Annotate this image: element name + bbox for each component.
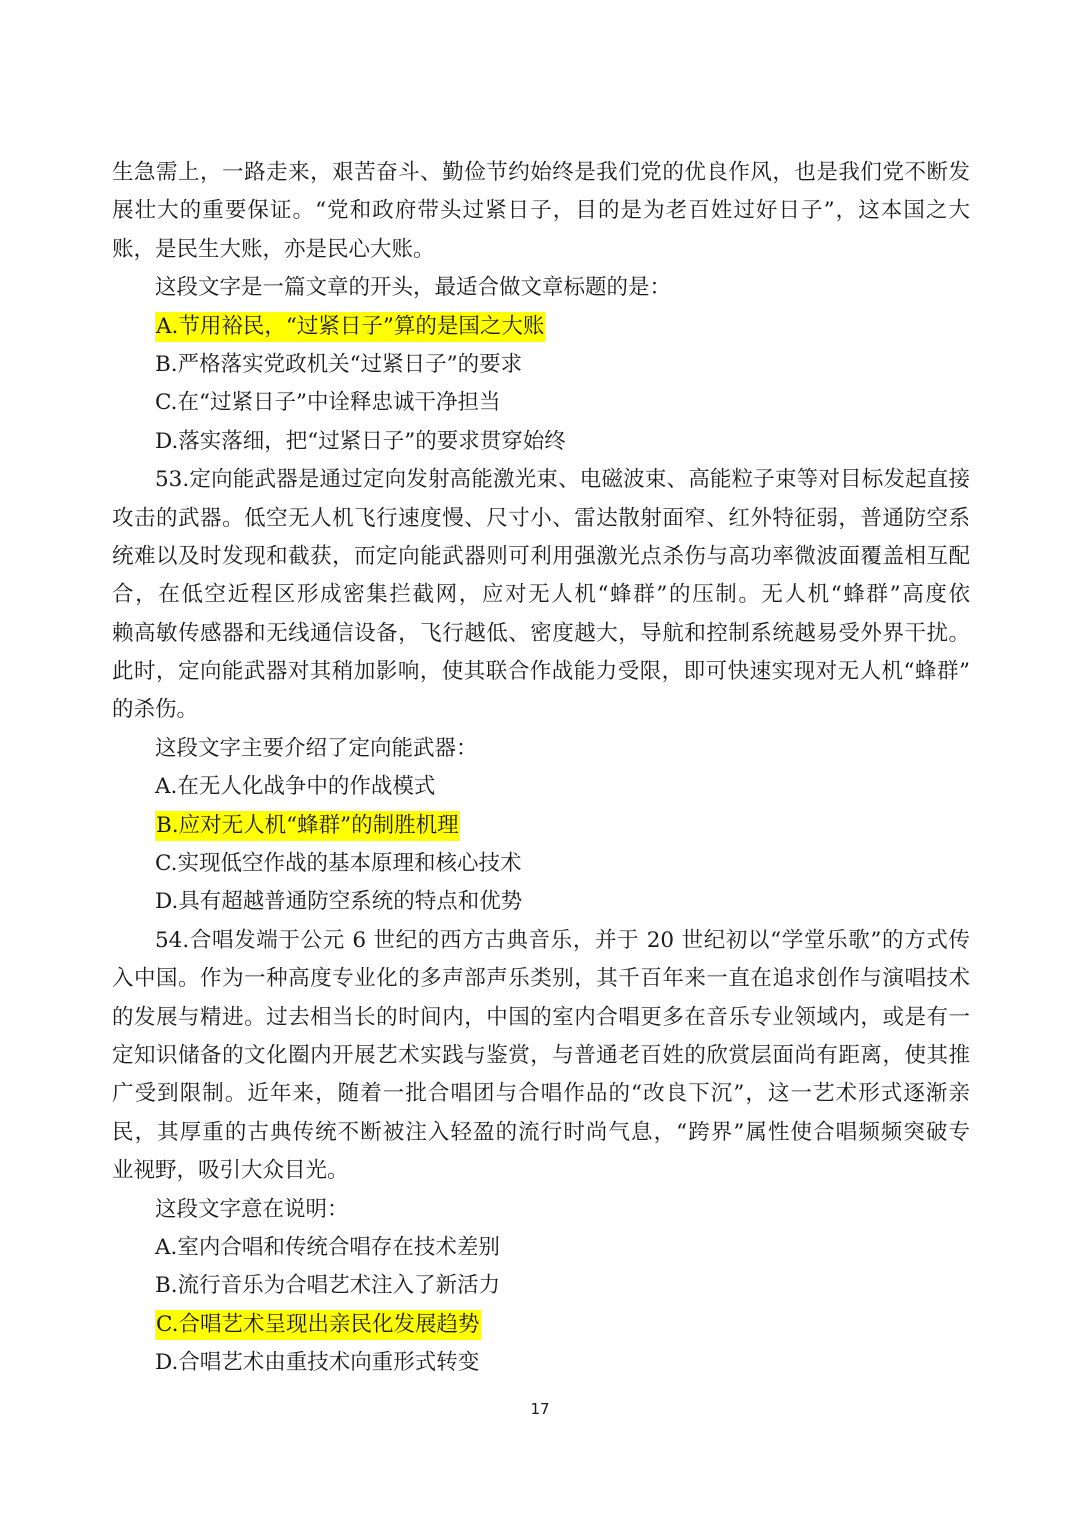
q54-option-c <box>112 1306 970 1344</box>
q53-option-b <box>112 807 970 845</box>
q52-option-d: D.落实落细，把“过紧日子”的要求贯穿始终 <box>155 428 566 454</box>
q54-paragraph-line: 民，其厚重的古典传统不断被注入轻盈的流行时尚气息，“跨界”属性使合唱频频突破专 <box>112 1119 970 1145</box>
q53-paragraph-line: 攻击的武器。低空无人机飞行速度慢、尺寸小、雷达散射面窄、红外特征弱，普通防空系 <box>112 505 970 531</box>
q53-paragraph-line: 合，在低空近程区形成密集拦截网，应对无人机“蜂群”的压制。无人机“蜂群”高度依 <box>112 582 970 608</box>
q53-paragraph-line: 53.定向能武器是通过定向发射高能激光束、电磁波束、高能粒子束等对目标发起直接 <box>155 467 970 493</box>
q52-option-a <box>112 308 970 346</box>
q54-option-a: A.室内合唱和传统合唱存在技术差别 <box>155 1234 500 1260</box>
q54-question: 这段文字意在说明： <box>155 1196 349 1222</box>
q52-paragraph-line: 账，是民生大账，亦是民心大账。 <box>112 236 435 262</box>
q53-paragraph-line: 统难以及时发现和截获，而定向能武器则可利用强激光点杀伤与高功率微波面覆盖相互配 <box>112 543 970 569</box>
q54-option-b: B.流行音乐为合唱艺术注入了新活力 <box>155 1273 501 1299</box>
highlighted-answer: B.应对无人机“蜂群”的制胜机理 <box>155 811 460 841</box>
q52-option-b: B.严格落实党政机关“过紧日子”的要求 <box>155 351 523 377</box>
document-page <box>112 154 970 1383</box>
q53-paragraph-line: 赖高敏传感器和无线通信设备，飞行越低、密度越大，导航和控制系统越易受外界干扰。 <box>112 620 970 646</box>
q54-paragraph-line: 的发展与精进。过去相当长的时间内，中国的室内合唱更多在音乐专业领域内，或是有一 <box>112 1004 970 1030</box>
q52-paragraph-line: 生急需上，一路走来，艰苦奋斗、勤俭节约始终是我们党的优良作风，也是我们党不断发 <box>112 160 970 185</box>
q53-paragraph-line: 此时，定向能武器对其稍加影响，使其联合作战能力受限，即可快速实现对无人机“蜂群” <box>112 659 970 685</box>
q54-paragraph-line: 广受到限制。近年来，随着一批合唱团与合唱作品的“改良下沉”，这一艺术形式逐渐亲 <box>112 1081 970 1107</box>
q53-option-a: A.在无人化战争中的作战模式 <box>155 774 436 800</box>
q52-option-c: C.在“过紧日子”中诠释忠诚干净担当 <box>155 390 501 416</box>
q54-paragraph-line: 定知识储备的文化圈内开展艺术实践与鉴赏，与普通老百姓的欣赏层面尚有距离，使其推 <box>112 1042 970 1068</box>
q53-paragraph-line: 的杀伤。 <box>112 697 199 723</box>
page-number: 17 <box>530 1400 550 1418</box>
q53-option-c: C.实现低空作战的基本原理和核心技术 <box>155 851 522 877</box>
q52-paragraph-line: 展壮大的重要保证。“党和政府带头过紧日子，目的是为老百姓过好日子”，这本国之大 <box>112 198 970 224</box>
q54-paragraph-line: 业视野，吸引大众目光。 <box>112 1158 349 1184</box>
q53-question: 这段文字主要介绍了定向能武器： <box>155 735 478 761</box>
highlighted-answer: C.合唱艺术呈现出亲民化发展趋势 <box>155 1310 481 1340</box>
q53-option-d: D.具有超越普通防空系统的特点和优势 <box>155 889 523 915</box>
q54-option-d: D.合唱艺术由重技术向重形式转变 <box>155 1350 480 1376</box>
q54-paragraph-line: 入中国。作为一种高度专业化的多声部声乐类别，其千百年来一直在追求创作与演唱技术 <box>112 966 970 992</box>
highlighted-answer: A.节用裕民，“过紧日子”算的是国之大账 <box>155 312 545 342</box>
q52-question: 这段文字是一篇文章的开头，最适合做文章标题的是： <box>155 275 672 301</box>
q54-paragraph-line: 54.合唱发端于公元 6 世纪的西方古典音乐，并于 20 世纪初以“学堂乐歌”的方式传 <box>155 927 970 953</box>
